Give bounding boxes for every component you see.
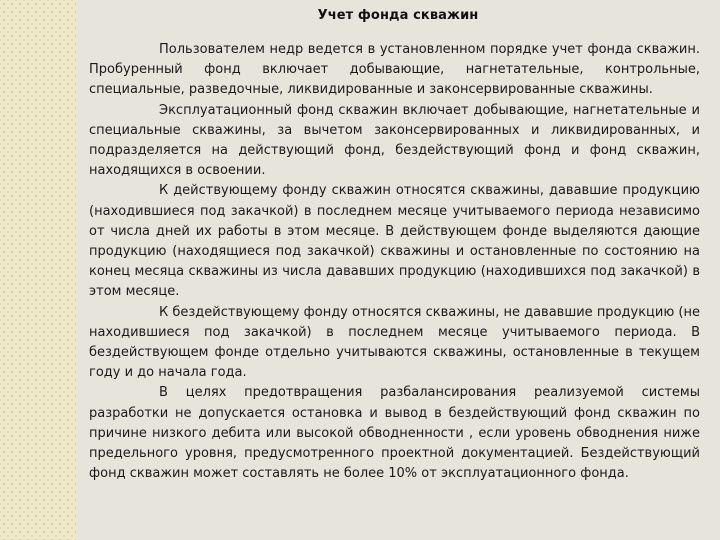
- paragraph-active-stock: К действующему фонду скважин относятся скважины, дававшие продукцию (находившиеся под закачкой) в последнем месяце учитываемого периода независимо от числа дней их работы в этом месяце. В действующем фонде выделяются дающие продукцию (находящиеся под закачкой) скважины и остановленные по состоянию на конец месяца скважины из числа дававших продукцию (находившихся под закачкой) в этом месяце.: [89, 183, 700, 300]
- decorative-side-strip: [0, 0, 76, 540]
- document-page: [76, 0, 720, 540]
- paragraph-well-stock-accounting: Пользователем недр ведется в установленном порядке учет фонда скважин. Пробуренный фонд включает добывающие, нагнетательные, контрольные, специальные, разведочные, ликвидированные и законсервированные скважины.: [89, 42, 700, 98]
- paragraph-operating-stock: Эксплуатационный фонд скважин включает добывающие, нагнетательные и специальные скважины, за вычетом законсервированных и ликвидированных, и подразделяется на действующий фонд, бездействующий фонд и фонд скважин, находящихся в освоении.: [89, 102, 700, 179]
- paragraph-idle-stock: К бездействующему фонду относятся скважины, не дававшие продукцию (не находившиеся под закачкой) в последнем месяце учитываемого периода. В бездействующем фонде отдельно учитываются скважины, остановленные в текущем году и до начала года.: [89, 304, 700, 381]
- document-body: [89, 40, 700, 484]
- paragraph-balance-requirements: В целях предотвращения разбалансирования реализуемой системы разработки не допускается остановка и вывод в бездействующий фонд скважин по причине низкого дебита или высокой обводненности , если уровень обводнения ниже предельного уровня, предусмотренного проектной документацией. Бездействующий фонд скважин может составлять не более 10% от эксплуатационного фонда.: [89, 385, 700, 482]
- page-title: Учет фонда скважин: [317, 8, 479, 23]
